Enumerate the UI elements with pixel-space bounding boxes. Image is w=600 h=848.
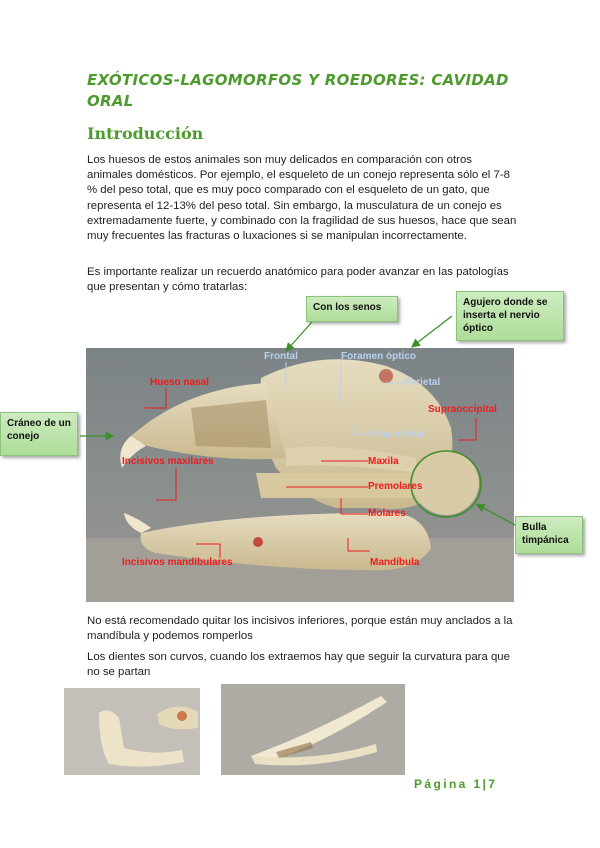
- paragraph-incisors: No está recomendado quitar los incisivos inferiores, porque están muy anclados a la mandíbula y podemos romperlos: [87, 615, 513, 643]
- paragraph-curved-teeth: Los dientes son curvos, cuando los extraemos hay que seguir la curvatura para que no se partan: [87, 651, 510, 679]
- callout-craneo: Cráneo de un conejo: [0, 412, 78, 456]
- label-incisivos-mandibulares: Incisivos mandibulares: [122, 557, 233, 568]
- label-molares: Molares: [368, 508, 406, 519]
- callout-agujero: Agujero donde se inserta el nervio óptico: [456, 291, 564, 341]
- label-hueso-nasal: Hueso nasal: [150, 377, 209, 388]
- section-heading: Introducción: [87, 124, 204, 143]
- mandible-photo-side: [64, 688, 200, 775]
- label-premolares: Premolares: [368, 481, 423, 492]
- label-frontal: Frontal: [264, 351, 298, 362]
- label-incisivos-maxilares: Incisivos maxilares: [122, 456, 214, 467]
- mandible-side-illustration: [64, 688, 200, 775]
- label-foramen: Foramen óptico: [341, 351, 417, 362]
- mandible-photo-top: [221, 684, 405, 775]
- label-fosa: Fosa orbital: [368, 429, 425, 440]
- label-maxila: Maxila: [368, 456, 399, 467]
- label-supraoccipital: Supraoccipital: [428, 404, 497, 415]
- paragraph-anatomy: Es importante realizar un recuerdo anatómico para poder avanzar en las patologías que presentan y cómo tratarlas:: [87, 266, 509, 294]
- document-title: EXÓTICOS-LAGOMORFOS Y ROEDORES: CAVIDAD ORAL: [87, 71, 509, 110]
- callout-bulla: Bulla timpánica: [515, 516, 583, 554]
- skull-photo: [86, 348, 514, 602]
- label-parietal: Parietal: [404, 377, 441, 388]
- paragraph-intro: Los huesos de estos animales son muy delicados en comparación con otros animales domésticos. Por ejemplo, el esqueleto de un conejo representa sólo el 7-8 % del peso total, que es muy poco comparado con el esqueleto de un gato, que representa el 12-13% del peso total. Sin embargo, la musculatura de un conejo es extremadamente fuerte, y combinado con la fragilidad de sus huesos, hace que sean muy frecuentes las fracturas o luxaciones si se manipulan incorrectamente.: [87, 154, 517, 243]
- mandible-top-illustration: [221, 684, 405, 775]
- label-mandibula: Mandíbula: [370, 557, 420, 568]
- callout-senos: Con los senos: [306, 296, 398, 322]
- page-number: Página 1|7: [414, 777, 498, 791]
